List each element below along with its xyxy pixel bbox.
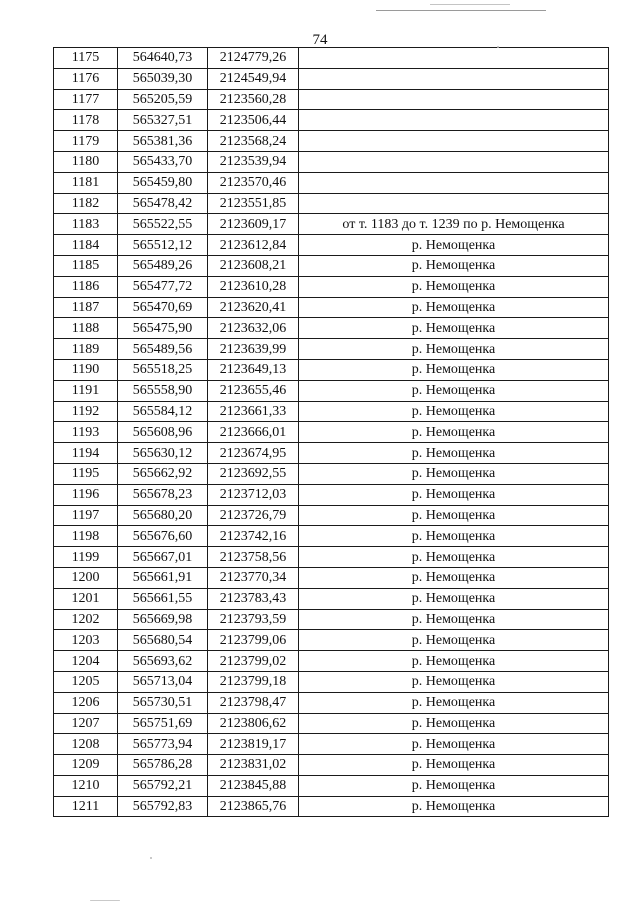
description-cell: [299, 68, 609, 89]
description-cell: р. Немощенка: [299, 713, 609, 734]
point-number-cell: 1202: [54, 609, 118, 630]
point-number-cell: 1189: [54, 339, 118, 360]
table-row: [54, 505, 609, 526]
point-number-cell: 1206: [54, 692, 118, 713]
description-cell: р. Немощенка: [299, 796, 609, 817]
scan-artifact-line: [376, 10, 546, 11]
table-row: [54, 443, 609, 464]
point-number-cell: 1210: [54, 775, 118, 796]
x-coordinate-cell: 565669,98: [118, 609, 208, 630]
y-coordinate-cell: 2123770,34: [208, 567, 299, 588]
point-number-cell: 1186: [54, 276, 118, 297]
point-number-cell: 1194: [54, 443, 118, 464]
x-coordinate-cell: 565433,70: [118, 151, 208, 172]
scan-artifact-dot: [90, 900, 120, 901]
table-row: [54, 297, 609, 318]
table-row: [54, 422, 609, 443]
table-row: [54, 567, 609, 588]
table-row: [54, 151, 609, 172]
description-cell: р. Немощенка: [299, 671, 609, 692]
y-coordinate-cell: 2123806,62: [208, 713, 299, 734]
x-coordinate-cell: 564640,73: [118, 48, 208, 69]
x-coordinate-cell: 565608,96: [118, 422, 208, 443]
y-coordinate-cell: 2123831,02: [208, 755, 299, 776]
point-number-cell: 1209: [54, 755, 118, 776]
point-number-cell: 1199: [54, 547, 118, 568]
point-number-cell: 1180: [54, 151, 118, 172]
x-coordinate-cell: 565584,12: [118, 401, 208, 422]
table-row: [54, 255, 609, 276]
description-cell: [299, 172, 609, 193]
description-cell: от т. 1183 до т. 1239 по р. Немощенка: [299, 214, 609, 235]
point-number-cell: 1188: [54, 318, 118, 339]
y-coordinate-cell: 2123608,21: [208, 255, 299, 276]
point-number-cell: 1203: [54, 630, 118, 651]
table-row: [54, 775, 609, 796]
x-coordinate-cell: 565713,04: [118, 671, 208, 692]
y-coordinate-cell: 2123620,41: [208, 297, 299, 318]
point-number-cell: 1177: [54, 89, 118, 110]
table-row: [54, 734, 609, 755]
y-coordinate-cell: 2123609,17: [208, 214, 299, 235]
point-number-cell: 1205: [54, 671, 118, 692]
table-row: [54, 713, 609, 734]
x-coordinate-cell: 565792,21: [118, 775, 208, 796]
point-number-cell: 1179: [54, 131, 118, 152]
point-number-cell: 1181: [54, 172, 118, 193]
table-row: [54, 651, 609, 672]
table-row: [54, 235, 609, 256]
point-number-cell: 1193: [54, 422, 118, 443]
x-coordinate-cell: 565680,54: [118, 630, 208, 651]
table-row: [54, 609, 609, 630]
x-coordinate-cell: 565470,69: [118, 297, 208, 318]
point-number-cell: 1208: [54, 734, 118, 755]
y-coordinate-cell: 2123712,03: [208, 484, 299, 505]
x-coordinate-cell: 565327,51: [118, 110, 208, 131]
x-coordinate-cell: 565662,92: [118, 463, 208, 484]
description-cell: р. Немощенка: [299, 609, 609, 630]
point-number-cell: 1207: [54, 713, 118, 734]
table-row: [54, 193, 609, 214]
y-coordinate-cell: 2123674,95: [208, 443, 299, 464]
description-cell: р. Немощенка: [299, 359, 609, 380]
x-coordinate-cell: 565730,51: [118, 692, 208, 713]
y-coordinate-cell: 2123666,01: [208, 422, 299, 443]
x-coordinate-cell: 565381,36: [118, 131, 208, 152]
y-coordinate-cell: 2123758,56: [208, 547, 299, 568]
description-cell: р. Немощенка: [299, 526, 609, 547]
y-coordinate-cell: 2123726,79: [208, 505, 299, 526]
point-number-cell: 1178: [54, 110, 118, 131]
table-row: [54, 692, 609, 713]
x-coordinate-cell: 565693,62: [118, 651, 208, 672]
x-coordinate-cell: 565661,91: [118, 567, 208, 588]
description-cell: р. Немощенка: [299, 755, 609, 776]
y-coordinate-cell: 2123799,02: [208, 651, 299, 672]
description-cell: р. Немощенка: [299, 401, 609, 422]
table-row: [54, 547, 609, 568]
x-coordinate-cell: 565751,69: [118, 713, 208, 734]
point-number-cell: 1184: [54, 235, 118, 256]
y-coordinate-cell: 2123798,47: [208, 692, 299, 713]
description-cell: р. Немощенка: [299, 276, 609, 297]
x-coordinate-cell: 565205,59: [118, 89, 208, 110]
description-cell: р. Немощенка: [299, 484, 609, 505]
point-number-cell: 1175: [54, 48, 118, 69]
table-row: [54, 401, 609, 422]
point-number-cell: 1187: [54, 297, 118, 318]
table-row: [54, 463, 609, 484]
table-row: [54, 526, 609, 547]
point-number-cell: 1200: [54, 567, 118, 588]
point-number-cell: 1211: [54, 796, 118, 817]
x-coordinate-cell: 565773,94: [118, 734, 208, 755]
point-number-cell: 1182: [54, 193, 118, 214]
x-coordinate-cell: 565478,42: [118, 193, 208, 214]
table-row: [54, 89, 609, 110]
description-cell: р. Немощенка: [299, 588, 609, 609]
table-row: [54, 214, 609, 235]
description-cell: [299, 131, 609, 152]
x-coordinate-cell: 565558,90: [118, 380, 208, 401]
x-coordinate-cell: 565678,23: [118, 484, 208, 505]
y-coordinate-cell: 2123568,24: [208, 131, 299, 152]
x-coordinate-cell: 565518,25: [118, 359, 208, 380]
table-row: [54, 339, 609, 360]
y-coordinate-cell: 2123661,33: [208, 401, 299, 422]
point-number-cell: 1204: [54, 651, 118, 672]
description-cell: р. Немощенка: [299, 630, 609, 651]
description-cell: р. Немощенка: [299, 567, 609, 588]
description-cell: р. Немощенка: [299, 692, 609, 713]
description-cell: р. Немощенка: [299, 443, 609, 464]
table-row: [54, 276, 609, 297]
description-cell: р. Немощенка: [299, 380, 609, 401]
description-cell: [299, 110, 609, 131]
scan-artifact-line: [430, 4, 510, 5]
description-cell: р. Немощенка: [299, 547, 609, 568]
y-coordinate-cell: 2124549,94: [208, 68, 299, 89]
table-row: [54, 48, 609, 69]
x-coordinate-cell: 565459,80: [118, 172, 208, 193]
x-coordinate-cell: 565522,55: [118, 214, 208, 235]
x-coordinate-cell: 565039,30: [118, 68, 208, 89]
description-cell: [299, 89, 609, 110]
x-coordinate-cell: 565667,01: [118, 547, 208, 568]
point-number-cell: 1198: [54, 526, 118, 547]
description-cell: [299, 151, 609, 172]
description-cell: р. Немощенка: [299, 422, 609, 443]
y-coordinate-cell: 2123649,13: [208, 359, 299, 380]
x-coordinate-cell: 565475,90: [118, 318, 208, 339]
table-row: [54, 131, 609, 152]
table-row: [54, 755, 609, 776]
description-cell: [299, 48, 609, 69]
description-cell: р. Немощенка: [299, 255, 609, 276]
y-coordinate-cell: 2123845,88: [208, 775, 299, 796]
description-cell: р. Немощенка: [299, 318, 609, 339]
table-row: [54, 110, 609, 131]
x-coordinate-cell: 565680,20: [118, 505, 208, 526]
description-cell: р. Немощенка: [299, 339, 609, 360]
y-coordinate-cell: 2123639,99: [208, 339, 299, 360]
table-row: [54, 484, 609, 505]
table-row: [54, 172, 609, 193]
table-row: [54, 68, 609, 89]
description-cell: р. Немощенка: [299, 734, 609, 755]
x-coordinate-cell: 565477,72: [118, 276, 208, 297]
x-coordinate-cell: 565661,55: [118, 588, 208, 609]
y-coordinate-cell: 2123799,06: [208, 630, 299, 651]
page-number: 74: [312, 32, 328, 48]
table-row: [54, 671, 609, 692]
description-cell: [299, 193, 609, 214]
point-number-cell: 1192: [54, 401, 118, 422]
x-coordinate-cell: 565512,12: [118, 235, 208, 256]
point-number-cell: 1195: [54, 463, 118, 484]
table-row: [54, 318, 609, 339]
x-coordinate-cell: 565489,56: [118, 339, 208, 360]
y-coordinate-cell: 2123742,16: [208, 526, 299, 547]
description-cell: р. Немощенка: [299, 505, 609, 526]
x-coordinate-cell: 565786,28: [118, 755, 208, 776]
coordinates-table-body: [54, 48, 609, 817]
point-number-cell: 1201: [54, 588, 118, 609]
x-coordinate-cell: 565489,26: [118, 255, 208, 276]
point-number-cell: 1185: [54, 255, 118, 276]
y-coordinate-cell: 2123539,94: [208, 151, 299, 172]
table-row: [54, 588, 609, 609]
description-cell: р. Немощенка: [299, 235, 609, 256]
point-number-cell: 1176: [54, 68, 118, 89]
description-cell: р. Немощенка: [299, 297, 609, 318]
table-row: [54, 796, 609, 817]
point-number-cell: 1183: [54, 214, 118, 235]
description-cell: р. Немощенка: [299, 463, 609, 484]
table-row: [54, 359, 609, 380]
y-coordinate-cell: 2123819,17: [208, 734, 299, 755]
description-cell: р. Немощенка: [299, 775, 609, 796]
point-number-cell: 1197: [54, 505, 118, 526]
y-coordinate-cell: 2123799,18: [208, 671, 299, 692]
x-coordinate-cell: 565676,60: [118, 526, 208, 547]
y-coordinate-cell: 2123560,28: [208, 89, 299, 110]
y-coordinate-cell: 2123570,46: [208, 172, 299, 193]
y-coordinate-cell: 2123692,55: [208, 463, 299, 484]
scan-artifact-dot: [497, 46, 499, 48]
x-coordinate-cell: 565792,83: [118, 796, 208, 817]
y-coordinate-cell: 2123551,85: [208, 193, 299, 214]
x-coordinate-cell: 565630,12: [118, 443, 208, 464]
y-coordinate-cell: 2123610,28: [208, 276, 299, 297]
point-number-cell: 1191: [54, 380, 118, 401]
description-cell: р. Немощенка: [299, 651, 609, 672]
y-coordinate-cell: 2123793,59: [208, 609, 299, 630]
coordinates-table: [53, 47, 609, 817]
point-number-cell: 1190: [54, 359, 118, 380]
y-coordinate-cell: 2123506,44: [208, 110, 299, 131]
table-row: [54, 630, 609, 651]
y-coordinate-cell: 2123632,06: [208, 318, 299, 339]
table-row: [54, 380, 609, 401]
scan-artifact-dot: [150, 857, 152, 859]
point-number-cell: 1196: [54, 484, 118, 505]
y-coordinate-cell: 2123865,76: [208, 796, 299, 817]
y-coordinate-cell: 2123612,84: [208, 235, 299, 256]
y-coordinate-cell: 2123655,46: [208, 380, 299, 401]
y-coordinate-cell: 2124779,26: [208, 48, 299, 69]
y-coordinate-cell: 2123783,43: [208, 588, 299, 609]
